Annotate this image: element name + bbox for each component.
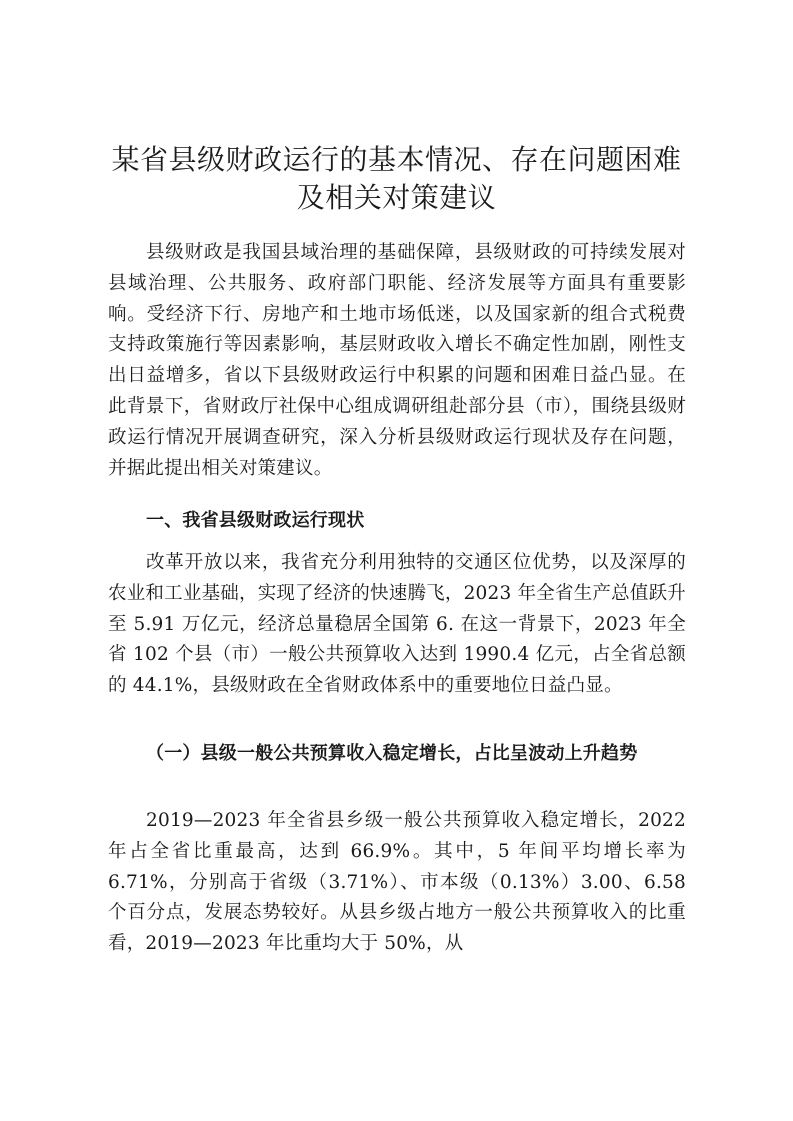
document-title-line-2: 及相关对策建议 [296, 181, 497, 214]
subsection-1-heading: （一）县级一般公共预算收入稳定增长，占比呈波动上升趋势 [146, 743, 638, 764]
intro-paragraph: 县级财政是我国县域治理的基础保障，县级财政的可持续发展对县域治理、公共服务、政府部门职能、经济发展等方面具有重要影响。受经济下行、房地产和土地市场低迷，以及国家新的组合式税费支持政策施行等因素影响，基层财政收入增长不确定性加剧，刚性支出日益增多，省以下县级财政运行中积累的问题和困难日益凸显。在此背景下，省财政厅社保中心组成调研组赴部分县（市），围绕县级财政运行情况开展调查研究，深入分析县级财政运行现状及存在问题，并据此提出相关对策建议。 [108, 242, 686, 479]
section-1-heading: 一、我省县级财政运行现状 [146, 510, 365, 531]
section-1-paragraph: 改革开放以来，我省充分利用独特的交通区位优势，以及深厚的农业和工业基础，实现了经济的快速腾飞，2023 年全省生产总值跃升至 5.91 万亿元，经济总量稳居全国第 6. 在这一背景下，2023 年全省 102 个县（市）一般公共预算收入达到 1990.4 亿元，占全省总额的 44.1%，县级财政在全省财政体系中的重要地位日益凸显。 [108, 552, 686, 697]
subsection-1-paragraph: 2019—2023 年全省县乡级一般公共预算收入稳定增长，2022 年占全省比重最高，达到 66.9%。其中，5 年间平均增长率为 6.71%，分别高于省级（3.71%）、市本级（0.13%）3.00、6.58 个百分点，发展态势较好。从县乡级占地方一般公共预算收入的比重看，2019—2023 年比重均大于 50%，从 [108, 810, 686, 955]
document-title-line-1: 某省县级财政运行的基本情况、存在问题困难 [111, 143, 682, 176]
